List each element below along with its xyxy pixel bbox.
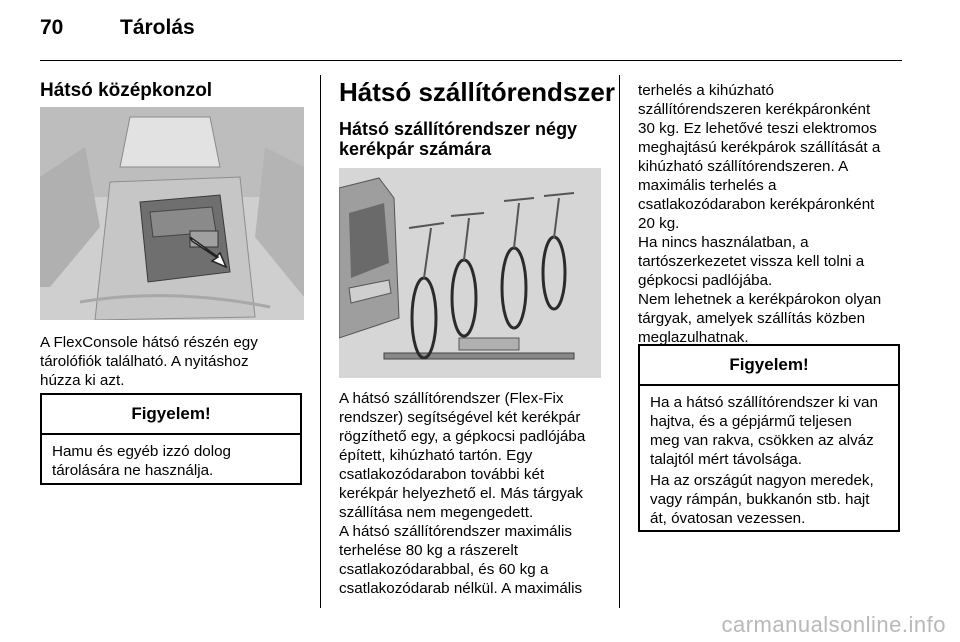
page-number: 70 bbox=[40, 16, 64, 39]
text-line: Hamu és egyéb izzó dolog bbox=[52, 443, 231, 460]
text-line: Ha az országút nagyon meredek, bbox=[650, 472, 874, 489]
text-line: meglazulhatnak. bbox=[638, 329, 749, 346]
text-line: meghajtású kerékpárok szállítását a bbox=[638, 139, 881, 156]
rear-carrier-paragraph-1 bbox=[339, 389, 609, 522]
text-line: terhelés a kihúzható bbox=[638, 82, 774, 99]
text-line: tárolófiók található. A nyitáshoz bbox=[40, 353, 249, 370]
text-line: húzza ki azt. bbox=[40, 372, 125, 389]
text-line: hajtva, és a gépjármű teljesen bbox=[650, 413, 852, 430]
text-line: rendszer) segítségével két kerékpár bbox=[339, 409, 581, 426]
rear-console-text bbox=[40, 333, 306, 390]
rear-carrier-subheading bbox=[339, 119, 609, 159]
text-line: csatlakozódarab nélkül. A maximális bbox=[339, 580, 583, 597]
rear-carrier-paragraph-2 bbox=[339, 522, 609, 598]
text-line: Nem lehetnek a kerékpárokon olyan bbox=[638, 291, 882, 308]
text-line: Ha nincs használatban, a bbox=[638, 234, 809, 251]
console-drawer-illustration bbox=[40, 107, 304, 320]
text-line: tárgyak, amelyek szállítás közben bbox=[638, 310, 866, 327]
carrier-storage-paragraph bbox=[638, 233, 908, 290]
text-line: szállítórendszeren kerékpáronként bbox=[638, 101, 871, 118]
warning-box-right bbox=[638, 344, 900, 532]
header-rule bbox=[40, 60, 902, 61]
column-divider-1 bbox=[320, 75, 321, 608]
column-divider-2 bbox=[619, 75, 620, 608]
text-line: maximális terhelés a bbox=[638, 177, 777, 194]
text-line: A FlexConsole hátsó részén egy bbox=[40, 334, 258, 351]
page-title: Tárolás bbox=[120, 16, 195, 39]
text-line: rögzíthető egy, a gépkocsi padlójába bbox=[339, 428, 586, 445]
warning-box-left bbox=[40, 393, 302, 485]
text-line: vagy rámpán, bukkanón stb. hajt bbox=[650, 491, 870, 508]
text-line: csatlakozódarabon kerékpáronként bbox=[638, 196, 875, 213]
bike-carrier-image bbox=[339, 168, 601, 378]
text-line: csatlakozódarabbal, és 60 kg a bbox=[339, 561, 549, 578]
rear-console-image bbox=[40, 107, 304, 320]
rear-carrier-heading: Hátsó szállítórendszer bbox=[339, 77, 615, 107]
subheading-line: kerékpár számára bbox=[339, 139, 492, 159]
rear-console-heading: Hátsó középkonzol bbox=[40, 80, 213, 101]
text-line: csatlakozódarabon további két bbox=[339, 466, 545, 483]
text-line: kihúzható szállítórendszeren. A bbox=[638, 158, 849, 175]
text-line: Ha a hátsó szállítórendszer ki van bbox=[650, 394, 878, 411]
text-line: tartószerkezetet vissza kell tolni a bbox=[638, 253, 865, 270]
text-line: 20 kg. bbox=[638, 215, 680, 232]
text-line: tárolására ne használja. bbox=[52, 462, 214, 479]
warning-text-1 bbox=[650, 393, 890, 469]
warning-title: Figyelem! bbox=[640, 346, 898, 386]
warning-title: Figyelem! bbox=[42, 395, 300, 435]
text-line: kerékpár helyezhető el. Más tárgyak bbox=[339, 485, 583, 502]
text-line: szállítása nem megengedett. bbox=[339, 504, 534, 521]
text-line: épített, kihúzható tartón. Egy bbox=[339, 447, 533, 464]
bike-carrier-illustration bbox=[339, 168, 601, 378]
text-line: terhelése 80 kg a rászerelt bbox=[339, 542, 518, 559]
warning-text bbox=[52, 442, 292, 480]
text-line: A hátsó szállítórendszer (Flex-Fix bbox=[339, 390, 564, 407]
text-line: 30 kg. Ez lehetővé teszi elektromos bbox=[638, 120, 877, 137]
text-line: talajtól mért távolsága. bbox=[650, 451, 802, 468]
carrier-loose-items-paragraph bbox=[638, 290, 908, 347]
subheading-line: Hátsó szállítórendszer négy bbox=[339, 119, 578, 139]
text-line: át, óvatosan vezessen. bbox=[650, 510, 806, 527]
text-line: meg van rakva, csökken az alváz bbox=[650, 432, 874, 449]
warning-text-2 bbox=[650, 471, 890, 528]
text-line: gépkocsi padlójába. bbox=[638, 272, 773, 289]
watermark: carmanualsonline.info bbox=[721, 612, 946, 637]
text-line: A hátsó szállítórendszer maximális bbox=[339, 523, 572, 540]
carrier-load-paragraph bbox=[638, 81, 908, 233]
